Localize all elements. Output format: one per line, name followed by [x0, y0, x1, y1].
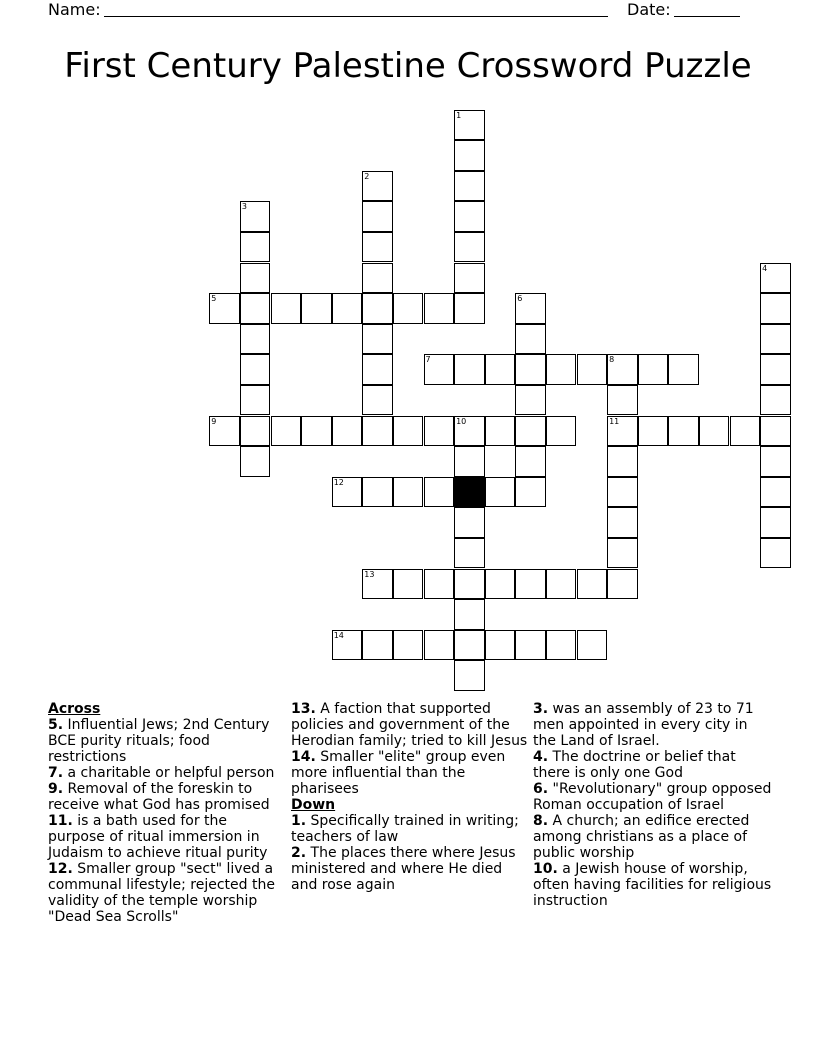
grid-cell[interactable] — [485, 569, 516, 600]
grid-cell[interactable] — [424, 293, 455, 324]
clue-number: 4 — [762, 263, 768, 273]
clues-column-2 — [291, 701, 531, 893]
grid-cell[interactable] — [209, 293, 240, 324]
grid-cell[interactable] — [454, 446, 485, 477]
grid-cell[interactable] — [454, 110, 485, 141]
grid-cell[interactable] — [668, 416, 699, 447]
grid-cell[interactable] — [362, 630, 393, 661]
grid-cell[interactable] — [607, 507, 638, 538]
clue-number: 8 — [609, 355, 615, 365]
grid-cell[interactable] — [515, 324, 546, 355]
grid-cell[interactable] — [271, 416, 302, 447]
grid-cell[interactable] — [454, 140, 485, 171]
clue-number: 10 — [456, 416, 467, 426]
clues-column-3 — [533, 701, 773, 909]
clues-column-1 — [48, 701, 288, 925]
black-cell — [454, 477, 485, 508]
grid-cell[interactable] — [454, 232, 485, 263]
grid-cell[interactable] — [760, 477, 791, 508]
grid-cell[interactable] — [760, 507, 791, 538]
grid-cell[interactable] — [515, 354, 546, 385]
grid-cell[interactable] — [760, 446, 791, 477]
grid-cell[interactable] — [209, 416, 240, 447]
grid-cell[interactable] — [424, 416, 455, 447]
grid-cell[interactable] — [515, 446, 546, 477]
clue-number: 9 — [211, 416, 217, 426]
grid-cell[interactable] — [485, 354, 516, 385]
grid-cell[interactable] — [577, 630, 608, 661]
grid-cell[interactable] — [240, 263, 271, 294]
grid-cell[interactable] — [393, 416, 424, 447]
grid-cell[interactable] — [332, 293, 363, 324]
grid-cell[interactable] — [607, 538, 638, 569]
clue-number: 1 — [456, 110, 462, 120]
clue-down-6: 6. "Revolutionary" group opposed Roman occupation of Israel — [533, 781, 772, 813]
grid-cell[interactable] — [760, 293, 791, 324]
grid-cell[interactable] — [393, 477, 424, 508]
grid-cell[interactable] — [638, 354, 669, 385]
clue-down-1: 1. Specifically trained in writing; teachers of law — [291, 813, 519, 845]
grid-cell[interactable] — [607, 569, 638, 600]
grid-cell[interactable] — [454, 354, 485, 385]
grid-cell[interactable] — [454, 507, 485, 538]
grid-cell[interactable] — [424, 354, 455, 385]
grid-cell[interactable] — [240, 354, 271, 385]
grid-cell[interactable] — [607, 354, 638, 385]
grid-cell[interactable] — [546, 416, 577, 447]
grid-cell[interactable] — [240, 232, 271, 263]
clue-number: 6 — [517, 294, 523, 304]
grid-cell[interactable] — [515, 416, 546, 447]
grid-cell[interactable] — [393, 293, 424, 324]
grid-cell[interactable] — [515, 630, 546, 661]
grid-cell[interactable] — [332, 477, 363, 508]
grid-cell[interactable] — [730, 416, 761, 447]
grid-cell[interactable] — [240, 446, 271, 477]
grid-cell[interactable] — [393, 630, 424, 661]
grid-cell[interactable] — [240, 385, 271, 416]
clue-number: 7 — [425, 355, 431, 365]
clue-down-2: 2. The places there where Jesus ministered and where He died and rose again — [291, 845, 516, 893]
grid-cell[interactable] — [393, 569, 424, 600]
grid-cell[interactable] — [515, 569, 546, 600]
grid-cell[interactable] — [454, 293, 485, 324]
grid-cell[interactable] — [454, 630, 485, 661]
grid-cell[interactable] — [240, 293, 271, 324]
grid-cell[interactable] — [362, 201, 393, 232]
clue-number: 5 — [211, 294, 217, 304]
clue-across-13: 13. A faction that supported policies and government of the Herodian family; tried to kill Jesus — [291, 701, 528, 749]
date-label: Date: — [627, 0, 671, 19]
grid-cell[interactable] — [577, 569, 608, 600]
clue-number: 3 — [241, 202, 247, 212]
grid-cell[interactable] — [454, 569, 485, 600]
grid-cell[interactable] — [668, 354, 699, 385]
grid-cell[interactable] — [546, 354, 577, 385]
grid-cell[interactable] — [362, 569, 393, 600]
grid-cell[interactable] — [454, 171, 485, 202]
grid-cell[interactable] — [760, 538, 791, 569]
grid-cell[interactable] — [546, 569, 577, 600]
grid-cell[interactable] — [760, 385, 791, 416]
grid-cell[interactable] — [760, 324, 791, 355]
grid-cell[interactable] — [240, 201, 271, 232]
grid-cell[interactable] — [362, 354, 393, 385]
grid-cell[interactable] — [577, 354, 608, 385]
grid-cell[interactable] — [485, 416, 516, 447]
grid-cell[interactable] — [424, 630, 455, 661]
grid-cell[interactable] — [760, 263, 791, 294]
clue-across-7: 7. a charitable or helpful person — [48, 765, 275, 781]
grid-cell[interactable] — [301, 293, 332, 324]
grid-cell[interactable] — [515, 293, 546, 324]
grid-cell[interactable] — [240, 416, 271, 447]
across-heading: Across — [48, 701, 101, 717]
grid-cell[interactable] — [485, 630, 516, 661]
clue-down-3: 3. was an assembly of 23 to 71 men appointed in every city in the Land of Israel. — [533, 701, 754, 749]
clue-number: 2 — [364, 171, 370, 181]
grid-cell[interactable] — [424, 569, 455, 600]
grid-cell[interactable] — [301, 416, 332, 447]
grid-cell[interactable] — [362, 232, 393, 263]
clue-number: 14 — [333, 630, 344, 640]
grid-cell[interactable] — [271, 293, 302, 324]
clue-number: 13 — [364, 569, 375, 579]
grid-cell[interactable] — [515, 477, 546, 508]
page-title: First Century Palestine Crossword Puzzle — [64, 46, 752, 86]
grid-cell[interactable] — [362, 385, 393, 416]
clue-across-12: 12. Smaller group "sect" lived a communal lifestyle; rejected the validity of the temple worship "Dead Sea Scrolls" — [48, 861, 275, 925]
grid-cell[interactable] — [638, 416, 669, 447]
grid-cell[interactable] — [454, 660, 485, 691]
grid-cell[interactable] — [454, 263, 485, 294]
grid-cell[interactable] — [454, 538, 485, 569]
grid-cell[interactable] — [607, 416, 638, 447]
grid-cell[interactable] — [240, 324, 271, 355]
grid-cell[interactable] — [454, 416, 485, 447]
grid-cell[interactable] — [362, 263, 393, 294]
grid-cell[interactable] — [760, 354, 791, 385]
clue-number: 12 — [333, 477, 344, 487]
grid-cell[interactable] — [332, 630, 363, 661]
grid-cell[interactable] — [362, 324, 393, 355]
clue-across-11: 11. is a bath used for the purpose of ritual immersion in Judaism to achieve ritual purity — [48, 813, 268, 861]
grid-cell[interactable] — [515, 385, 546, 416]
clue-across-14: 14. Smaller "elite" group even more influential than the pharisees — [291, 749, 506, 797]
grid-cell[interactable] — [362, 293, 393, 324]
grid-cell[interactable] — [607, 385, 638, 416]
grid-cell[interactable] — [607, 446, 638, 477]
grid-cell[interactable] — [546, 630, 577, 661]
clue-down-10: 10. a Jewish house of worship, often having facilities for religious instruction — [533, 861, 772, 909]
grid-cell[interactable] — [699, 416, 730, 447]
grid-cell[interactable] — [362, 477, 393, 508]
down-heading: Down — [291, 797, 336, 813]
clue-down-8: 8. A church; an edifice erected among christians as a place of public worship — [533, 813, 750, 861]
grid-cell[interactable] — [760, 416, 791, 447]
clue-across-5: 5. Influential Jews; 2nd Century BCE purity rituals; food restrictions — [48, 717, 270, 765]
grid-cell[interactable] — [454, 201, 485, 232]
grid-cell[interactable] — [485, 477, 516, 508]
grid-cell[interactable] — [454, 599, 485, 630]
grid-cell[interactable] — [607, 477, 638, 508]
clue-down-4: 4. The doctrine or belief that there is only one God — [533, 749, 736, 781]
grid-cell[interactable] — [332, 416, 363, 447]
clue-number: 11 — [609, 416, 620, 426]
grid-cell[interactable] — [362, 416, 393, 447]
grid-cell[interactable] — [362, 171, 393, 202]
clue-across-9: 9. Removal of the foreskin to receive what God has promised — [48, 781, 270, 813]
name-label: Name: — [48, 0, 101, 19]
grid-cell[interactable] — [424, 477, 455, 508]
